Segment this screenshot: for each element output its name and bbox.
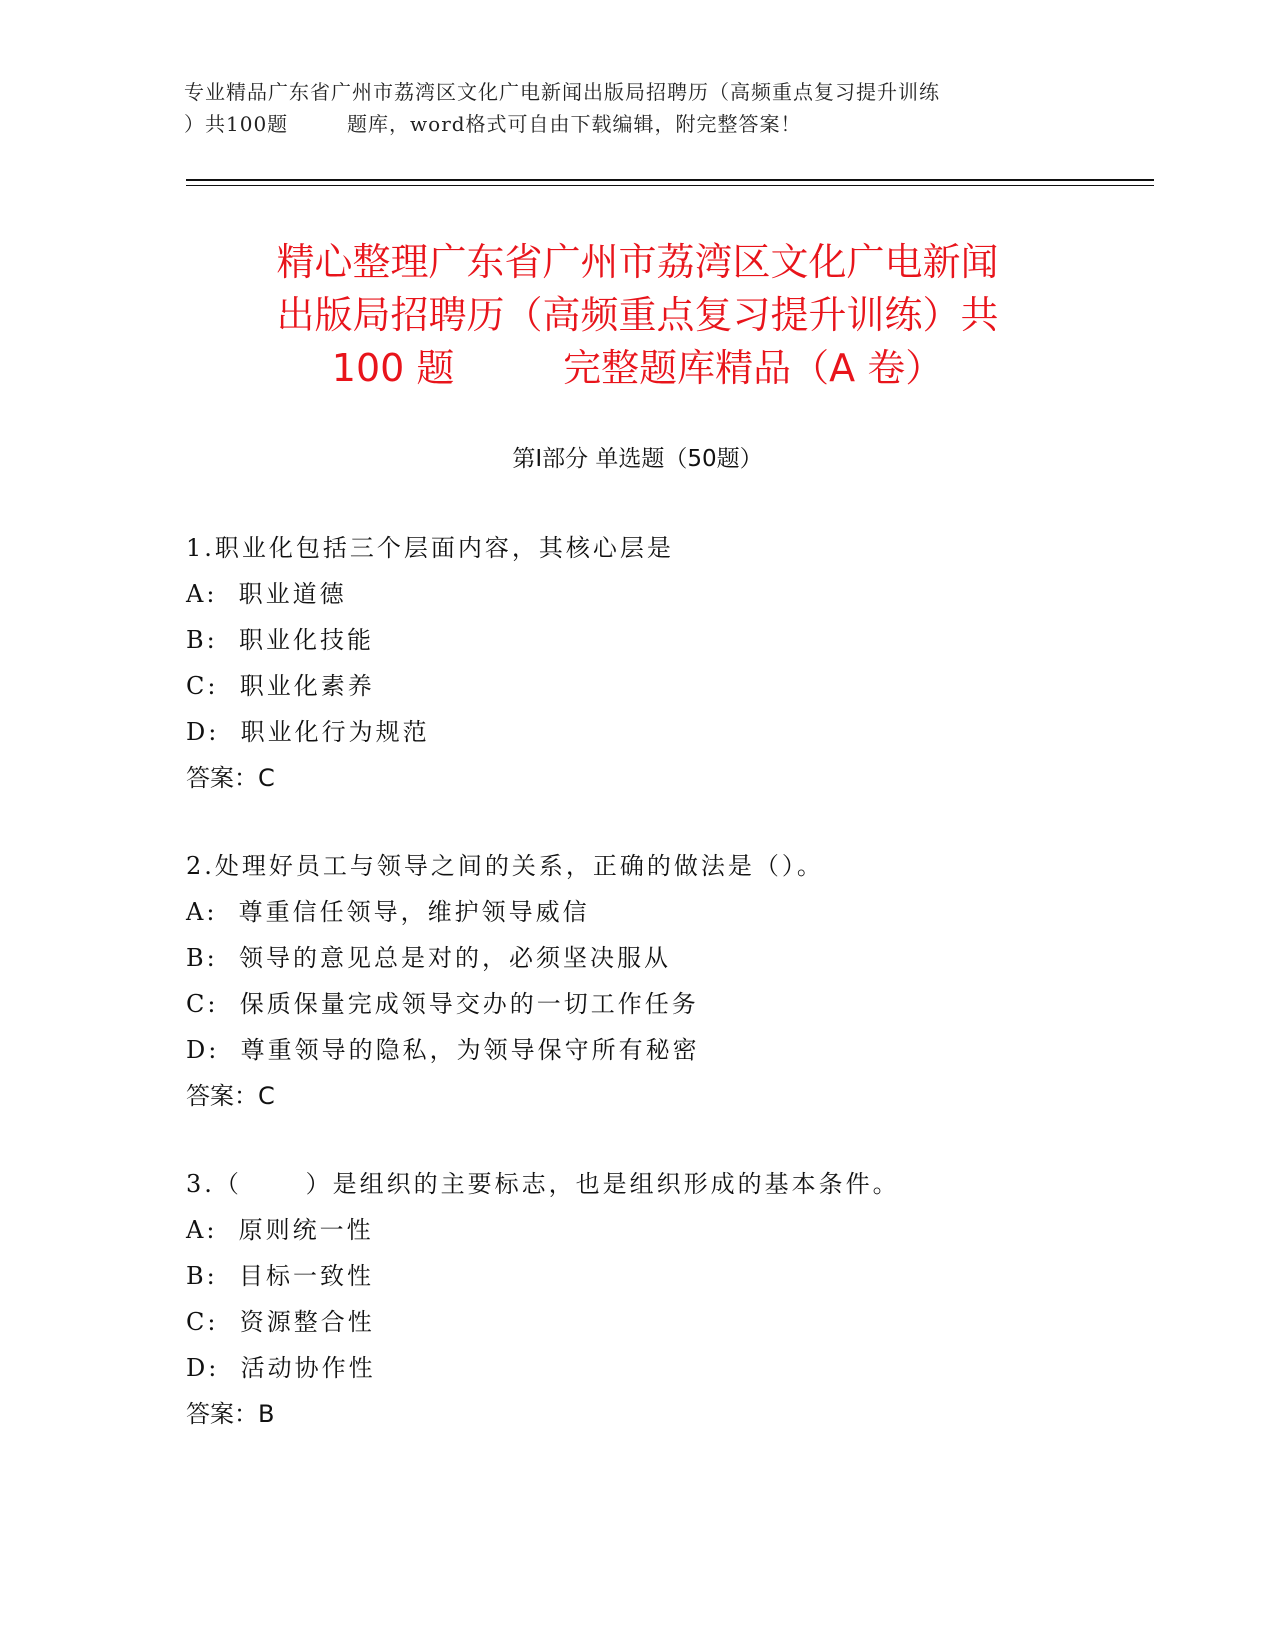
option-a: A: 尊重信任领导，维护领导威信	[186, 898, 590, 926]
question-stem: 3.（ ）是组织的主要标志，也是组织形成的基本条件。	[186, 1170, 900, 1198]
document-title-line-2: 出版局招聘历（高频重点复习提升训练）共	[276, 293, 999, 337]
document-title-line-1: 精心整理广东省广州市荔湾区文化广电新闻	[276, 240, 999, 284]
option-d: D: 活动协作性	[186, 1354, 376, 1382]
answer-line: 答案：B	[186, 1400, 275, 1428]
option-b: B: 职业化技能	[186, 626, 374, 654]
question-item	[186, 525, 1146, 801]
header-description-line-2: ）共100题 题库，word格式可自由下载编辑，附完整答案！	[184, 112, 802, 136]
option-d: D: 职业化行为规范	[186, 718, 430, 746]
question-stem: 2.处理好员工与领导之间的关系，正确的做法是（）。	[186, 852, 824, 880]
question-item	[186, 1161, 1146, 1437]
answer-line: 答案：C	[186, 1082, 275, 1110]
option-c: C: 职业化素养	[186, 672, 375, 700]
answer-line: 答案：C	[186, 764, 275, 792]
question-item	[186, 843, 1146, 1119]
option-b: B: 领导的意见总是对的，必须坚决服从	[186, 944, 671, 972]
option-a: A: 职业道德	[186, 580, 347, 608]
option-b: B: 目标一致性	[186, 1262, 374, 1290]
option-a: A: 原则统一性	[186, 1216, 374, 1244]
header-divider-thick	[186, 179, 1154, 181]
document-title-line-3: 100 题 完整题库精品（A 卷）	[331, 346, 944, 390]
section-heading: 第Ⅰ部分 单选题（50题）	[512, 446, 763, 472]
header-divider-thin	[186, 185, 1154, 186]
question-stem: 1.职业化包括三个层面内容，其核心层是	[186, 534, 674, 562]
option-c: C: 资源整合性	[186, 1308, 375, 1336]
option-d: D: 尊重领导的隐私，为领导保守所有秘密	[186, 1036, 700, 1064]
option-c: C: 保质保量完成领导交办的一切工作任务	[186, 990, 699, 1018]
header-description-line-1: 专业精品广东省广州市荔湾区文化广电新闻出版局招聘历（高频重点复习提升训练	[184, 80, 940, 104]
